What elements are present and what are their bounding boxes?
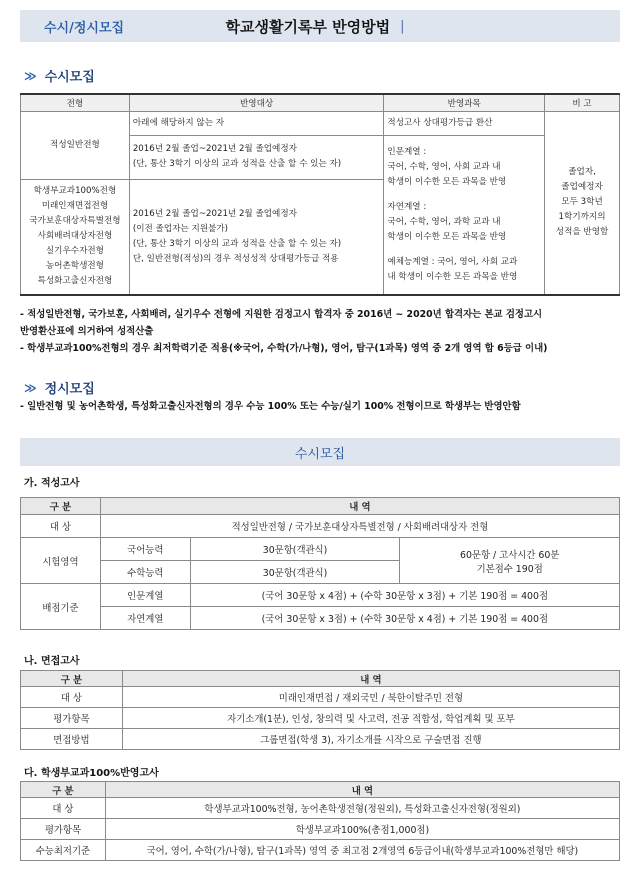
exam-label: 시험영역 (21, 538, 101, 584)
row-label: 면접방법 (21, 729, 123, 750)
korean-value: 30문항(객관식) (190, 538, 400, 561)
susi-notes: - 적성일반전형, 국가보훈, 사회배려, 실기우수 전형에 지원한 검정고시 합격자 중 2016년 ~ 2020년 합격자는 본교 검정고시 반영환산표에 의거하여 성적산출 - 학생부교과100%전형의 경우 최저학력기준 적용(※국어, 수학(가/나형), 영어, 탐구(1과목) 영역 중 2개 영역 합 6등급 이내) (20, 309, 548, 354)
col-header-detail: 내 역 (100, 498, 619, 515)
sec-c-title: 다. 학생부교과100%반영고사 (24, 768, 159, 779)
subject-top: 적성고사 상대평가등급 환산 (384, 111, 545, 135)
row-value: 학생부교과100%전형, 농어촌학생전형(정원외), 특성화고출신자전형(정원외) (105, 798, 619, 819)
col-header-category: 구 분 (21, 498, 101, 515)
row-label: 대 상 (21, 798, 106, 819)
science-label: 자연계열 (100, 607, 190, 630)
row1-target-a: 아래에 해당하지 않는 자 (129, 111, 384, 135)
col-header-remark: 비 고 (545, 94, 620, 111)
humanities-label: 인문계열 (100, 584, 190, 607)
row-label: 평가항목 (21, 708, 123, 729)
col-header-detail: 내 역 (122, 671, 619, 687)
target-value: 적성일반전형 / 국가보훈대상자특별전형 / 사회배려대상자 전형 (100, 515, 619, 538)
interview-table (20, 670, 620, 750)
double-chevron-icon: ≫ (24, 380, 37, 395)
col-header-subject: 반영과목 (384, 94, 545, 111)
science-value: (국어 30문항 x 3점) + (수학 30문항 x 4점) + 기본 190점 = 400점 (190, 607, 619, 630)
sec-a-title: 가. 적성고사 (24, 478, 80, 489)
susi-heading-label: 수시모집 (44, 70, 95, 85)
col-header-category: 구 분 (21, 671, 123, 687)
page-title: 학교생활기록부 반영방법 (225, 17, 391, 36)
target-label: 대 상 (21, 515, 101, 538)
jeongsi-heading (24, 378, 95, 397)
row-value: 학생부교과100%(총점1,000점) (105, 819, 619, 840)
korean-label: 국어능력 (100, 538, 190, 561)
sec-b-title: 나. 면접고사 (24, 656, 80, 667)
score-label: 배점기준 (21, 584, 101, 630)
susi-heading (24, 66, 95, 85)
aptitude-table (20, 497, 620, 630)
double-chevron-icon: ≫ (24, 68, 37, 83)
jeongsi-note: - 일반전형 및 농어촌학생, 특성화고출신자전형의 경우 수능 100% 또는 수능/실기 100% 전형이므로 학생부는 반영안함 (20, 401, 521, 412)
jeongsi-heading-label: 정시모집 (44, 382, 95, 397)
subjects-cell: 인문계열 : 국어, 수학, 영어, 사회 교과 내 학생이 이수한 모든 과목을 반영 자연계열 : 국어, 수학, 영어, 과학 교과 내 학생이 이수한 모든 과목을 반영 예체능계열 : 국어, 영어, 사회 교과 내 학생이 이수한 모든 과목을 반영 (384, 135, 545, 295)
row-value: 국어, 영어, 수학(가/나형), 탐구(1과목) 영역 중 최고점 2개영역 6등급이내(학생부교과100%전형만 해당) (105, 840, 619, 861)
row1-type: 적성일반전형 (21, 111, 130, 179)
col-header-target: 반영대상 (129, 94, 384, 111)
row-value: 미래인재면접 / 재외국민 / 북한이탈주민 전형 (122, 687, 619, 708)
row2-types: 학생부교과100%전형 미래인재면접전형 국가보훈대상자특별전형 사회배려대상자전형 실기우수자전형 농어촌학생전형 특성화고출신자전형 (21, 179, 130, 295)
title-separator: | (400, 18, 405, 34)
title-bar (20, 10, 620, 42)
row-value: 자기소개(1분), 인성, 창의력 및 사고력, 전공 적합성, 학업계획 및 포부 (122, 708, 619, 729)
col-header-type: 전형 (21, 94, 130, 111)
col-header-category: 구 분 (21, 782, 106, 798)
math-label: 수학능력 (100, 561, 190, 584)
math-value: 30문항(객관식) (190, 561, 400, 584)
humanities-value: (국어 30문항 x 4점) + (수학 30문항 x 3점) + 기본 190점 = 400점 (190, 584, 619, 607)
row-label: 평가항목 (21, 819, 106, 840)
susi-table (20, 93, 620, 296)
page-subtitle: 수시/정시모집 (44, 20, 125, 36)
row2-target: 2016년 2월 졸업~2021년 2월 졸업예정자 (이전 졸업자는 지원불가) (단, 통산 3학기 이상의 교과 성적을 산출 할 수 있는 자) 단, 일반전형(적성)의 경우 적성성적 상대평가등급 적용 (129, 179, 384, 295)
row-value: 그룹면접(학생 3), 자기소개를 시작으로 구술면접 진행 (122, 729, 619, 750)
record-table (20, 781, 620, 861)
col-header-detail: 내 역 (105, 782, 619, 798)
row-label: 대 상 (21, 687, 123, 708)
susi-banner: 수시모집 (20, 438, 620, 466)
row-label: 수능최저기준 (21, 840, 106, 861)
row1-target-b: 2016년 2월 졸업~2021년 2월 졸업예정자 (단, 통산 3학기 이상의 교과 성적을 산출 할 수 있는 자) (129, 135, 384, 179)
exam-total: 60문항 / 고사시간 60분 기본점수 190점 (400, 538, 620, 584)
remarks-cell: 졸업자, 졸업예정자 모두 3학년 1학기까지의 성적을 반영함 (545, 111, 620, 295)
